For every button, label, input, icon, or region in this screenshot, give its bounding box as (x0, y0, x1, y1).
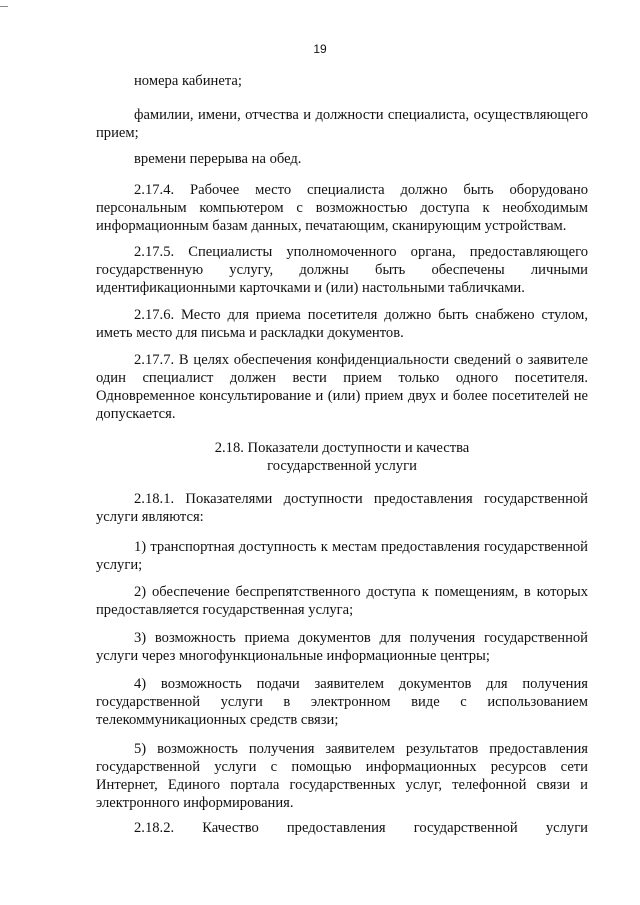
list-item-4: 4) возможность подачи заявителем документов для получения государственной услуги в электронном виде с использованием телекоммуникационных средств связи; (96, 676, 588, 728)
paragraph-lunch-break: времени перерыва на обед. (134, 151, 302, 167)
paragraph-2-17-7: 2.17.7. В целях обеспечения конфиденциальности сведений о заявителе один специалист должен вести прием только одного посетителя. Одновременное консультирование и (или) прием двух и более посетителей не допускается. (96, 352, 588, 422)
paragraph-room-number: номера кабинета; (134, 73, 242, 89)
section-heading-line-2: государственной услуги (267, 458, 417, 474)
paragraph-2-18-2: 2.18.2. Качество предоставления государственной услуги (134, 820, 588, 836)
list-item-1: 1) транспортная доступность к местам предоставления государственной услуги; (96, 539, 588, 573)
page-number: 19 (313, 42, 327, 56)
list-item-5: 5) возможность получения заявителем результатов предоставления государственной услуги с помощью информационных ресурсов сети Интернет, Единого портала государственных услуг, телефонной связи и электронного информирования. (96, 741, 588, 811)
list-item-3: 3) возможность приема документов для получения государственной услуги через многофункциональные информационные центры; (96, 630, 588, 664)
list-item-2: 2) обеспечение беспрепятственного доступа к помещениям, в которых предоставляется государственная услуга; (96, 584, 588, 618)
section-heading-line-1: 2.18. Показатели доступности и качества (214, 440, 470, 456)
scan-corner-mark (0, 6, 8, 7)
paragraph-2-17-5: 2.17.5. Специалисты уполномоченного органа, предоставляющего государственную услугу, должны быть обеспечены личными идентификационными карточками и (или) настольными табличками. (96, 244, 588, 296)
section-heading-2-18 (96, 439, 588, 475)
paragraph-2-17-6: 2.17.6. Место для приема посетителя должно быть снабжено стулом, иметь место для письма и раскладки документов. (96, 307, 588, 341)
paragraph-2-18-1: 2.18.1. Показателями доступности предоставления государственной услуги являются: (96, 491, 588, 525)
paragraph-2-17-4: 2.17.4. Рабочее место специалиста должно быть оборудовано персональным компьютером с возможностью доступа к необходимым информационным базам данных, печатающим, сканирующим устройствам. (96, 182, 588, 234)
paragraph-specialist-name: фамилии, имени, отчества и должности специалиста, осуществляющего прием; (96, 107, 588, 141)
